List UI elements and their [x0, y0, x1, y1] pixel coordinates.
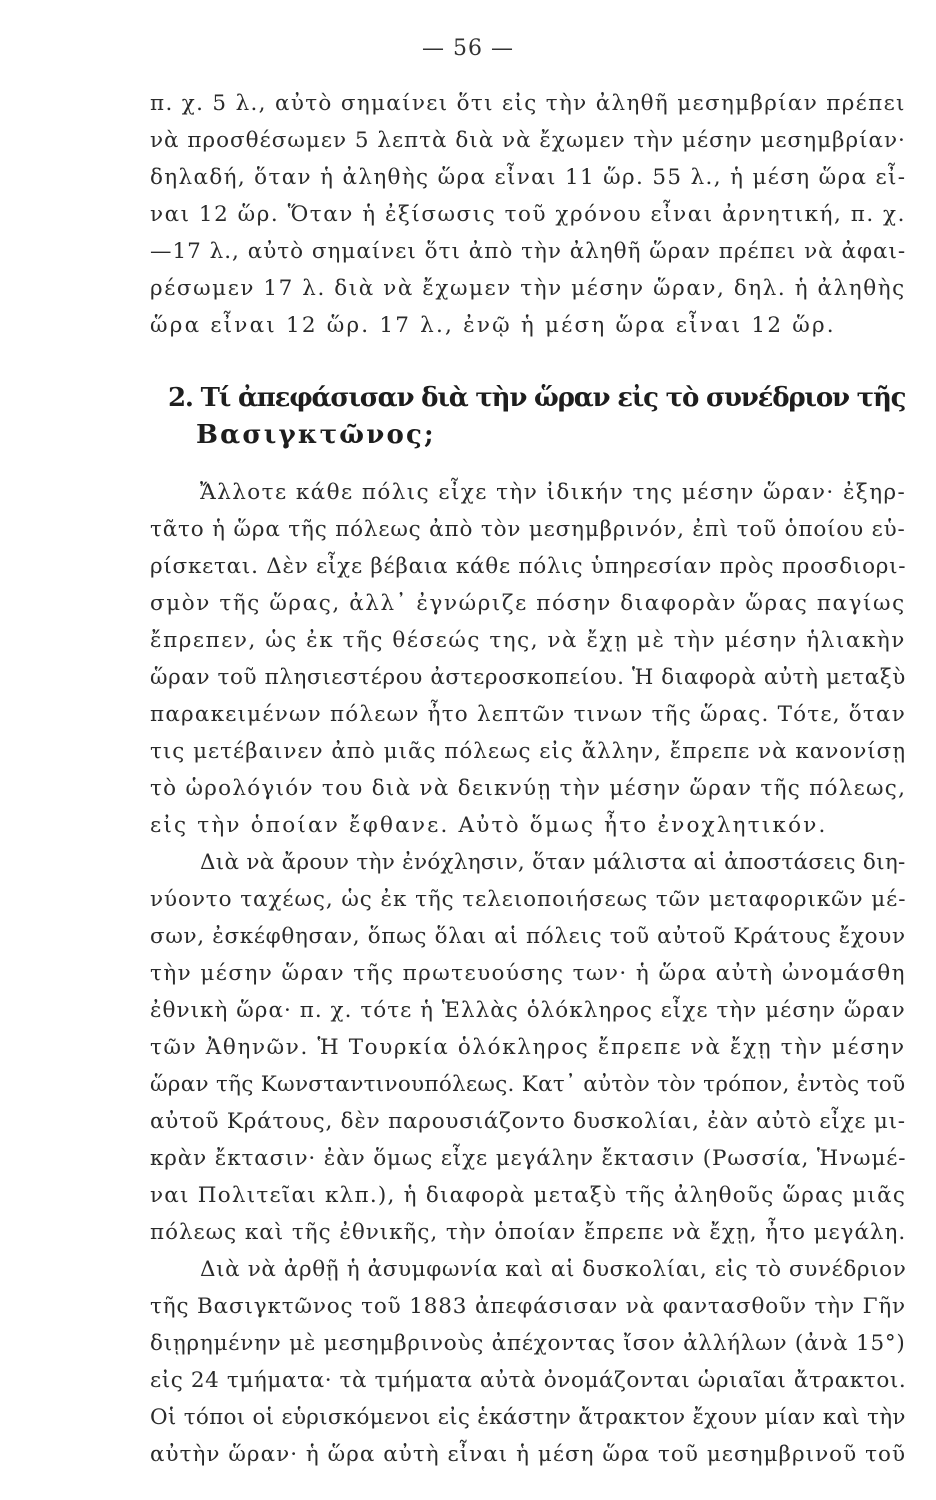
- text-line: κρὰν ἔκτασιν· ἐὰν ὅμως εἶχε μεγάλην ἔκτασιν (Ρωσσία, Ἡνωμέ-: [150, 1146, 907, 1171]
- text-line: αὐτὴν ὥραν· ἡ ὥρα αὐτὴ εἶναι ἡ μέση ὥρα τοῦ μεσημβρινοῦ τοῦ: [150, 1442, 907, 1467]
- text-line: πόλεως καὶ τῆς ἐθνικῆς, τὴν ὁποίαν ἔπρεπε νὰ ἔχῃ, ἦτο μεγάλη.: [150, 1220, 907, 1245]
- text-line: αὐτοῦ Κράτους, δὲν παρουσιάζοντο δυσκολίαι, ἐὰν αὐτὸ εἶχε μι-: [150, 1109, 906, 1134]
- text-line: ἐθνικὴ ὥρα· π. χ. τότε ἡ Ἑλλὰς ὁλόκληρος εἶχε τὴν μέσην ὥραν: [150, 998, 906, 1023]
- text-line: —17 λ., αὐτὸ σημαίνει ὅτι ἀπὸ τὴν ἀληθῆ ὥραν πρέπει νὰ ἀφαι-: [150, 239, 907, 264]
- text-line: σων, ἐσκέφθησαν, ὅπως ὅλαι αἱ πόλεις τοῦ αὐτοῦ Κράτους ἔχουν: [150, 924, 906, 949]
- text-line: ὥραν τῆς Κωνσταντινουπόλεως. Κατ᾿ αὐτὸν τὸν τρόπον, ἐντὸς τοῦ: [150, 1072, 906, 1097]
- text-line: τῆς Βασιγκτῶνος τοῦ 1883 ἀπεφάσισαν νὰ φαντασθοῦν τὴν Γῆν: [150, 1294, 906, 1319]
- text-line: Διὰ νὰ ἀρθῇ ἡ ἀσυμφωνία καὶ αἱ δυσκολίαι, εἰς τὸ συνέδριον: [200, 1257, 907, 1282]
- text-line: εἰς τὴν ὁποίαν ἔφθανε. Αὐτὸ ὅμως ἦτο ἐνοχλητικόν.: [150, 813, 828, 838]
- section-heading: Βασιγκτῶνος;: [196, 420, 436, 450]
- text-line: ρίσκεται. Δὲν εἶχε βέβαια κάθε πόλις ὑπηρεσίαν πρὸς προσδιορι-: [150, 554, 907, 579]
- text-line: Οἱ τόποι οἱ εὑρισκόμενοι εἰς ἑκάστην ἄτρακτον ἔχουν μίαν καὶ τὴν: [150, 1405, 906, 1430]
- text-line: διῃρημένην μὲ μεσημβρινοὺς ἀπέχοντας ἴσον ἀλλήλων (ἀνὰ 15°): [150, 1331, 906, 1356]
- text-line: ὥρα εἶναι 12 ὥρ. 17 λ., ἐνῷ ἡ μέση ὥρα εἶναι 12 ὥρ.: [150, 313, 836, 338]
- text-line: Ἄλλοτε κάθε πόλις εἶχε τὴν ἰδικήν της μέσην ὥραν· ἐξηρ-: [200, 480, 907, 505]
- text-line: δηλαδή, ὅταν ἡ ἀληθὴς ὥρα εἶναι 11 ὥρ. 55 λ., ἡ μέση ὥρα εἶ-: [150, 165, 907, 190]
- text-line: ἔπρεπεν, ὡς ἐκ τῆς θέσεώς της, νὰ ἔχῃ μὲ τὴν μέσην ἡλιακὴν: [150, 628, 906, 653]
- text-line: νὰ προσθέσωμεν 5 λεπτὰ διὰ νὰ ἔχωμεν τὴν μέσην μεσημβρίαν·: [150, 128, 906, 153]
- text-line: τῶν Ἀθηνῶν. Ἡ Τουρκία ὁλόκληρος ἔπρεπε νὰ ἔχῃ τὴν μέσην: [150, 1035, 906, 1060]
- text-line: παρακειμένων πόλεων ἦτο λεπτῶν τινων τῆς ὥρας. Τότε, ὅταν: [150, 702, 906, 727]
- text-line: τᾶτο ἡ ὥρα τῆς πόλεως ἀπὸ τὸν μεσημβρινόν, ἐπὶ τοῦ ὁποίου εὑ-: [150, 517, 906, 542]
- text-line: νύοντο ταχέως, ὡς ἐκ τῆς τελειοποιήσεως τῶν μεταφορικῶν μέ-: [150, 887, 907, 912]
- text-line: τὴν μέσην ὥραν τῆς πρωτευούσης των· ἡ ὥρα αὐτὴ ὠνομάσθη: [150, 961, 906, 986]
- text-line: εἰς 24 τμήματα· τὰ τμήματα αὐτὰ ὀνομάζονται ὡριαῖαι ἄτρακτοι.: [150, 1368, 907, 1393]
- page-number: — 56 —: [422, 36, 514, 61]
- text-line: ναι 12 ὥρ. Ὅταν ἡ ἐξίσωσις τοῦ χρόνου εἶναι ἀρνητική, π. χ.: [150, 202, 906, 227]
- text-line: ρέσωμεν 17 λ. διὰ νὰ ἔχωμεν τὴν μέσην ὥραν, δηλ. ἡ ἀληθὴς: [150, 276, 906, 301]
- text-line: τις μετέβαινεν ἀπὸ μιᾶς πόλεως εἰς ἄλλην, ἔπρεπε νὰ κανονίσῃ: [150, 739, 907, 764]
- text-line: ναι Πολιτεῖαι κλπ.), ἡ διαφορὰ μεταξὺ τῆς ἀληθοῦς ὥρας μιᾶς: [150, 1183, 907, 1208]
- text-line: ὥραν τοῦ πλησιεστέρου ἀστεροσκοπείου. Ἡ διαφορὰ αὐτὴ μεταξὺ: [150, 665, 906, 690]
- text-line: τὸ ὡρολόγιόν του διὰ νὰ δεικνύῃ τὴν μέσην ὥραν τῆς πόλεως,: [150, 776, 907, 801]
- section-heading: 2. Τί ἀπεφάσισαν διὰ τὴν ὥραν εἰς τὸ συνέδριον τῆς: [168, 383, 906, 413]
- text-line: π. χ. 5 λ., αὐτὸ σημαίνει ὅτι εἰς τὴν ἀληθῆ μεσημβρίαν πρέπει: [150, 91, 906, 116]
- text-line: σμὸν τῆς ὥρας, ἀλλ᾿ ἐγνώριζε πόσην διαφορὰν ὥρας παγίως: [150, 591, 906, 616]
- text-line: Διὰ νὰ ἄρουν τὴν ἐνόχλησιν, ὅταν μάλιστα αἱ ἀποστάσεις διη-: [200, 850, 906, 875]
